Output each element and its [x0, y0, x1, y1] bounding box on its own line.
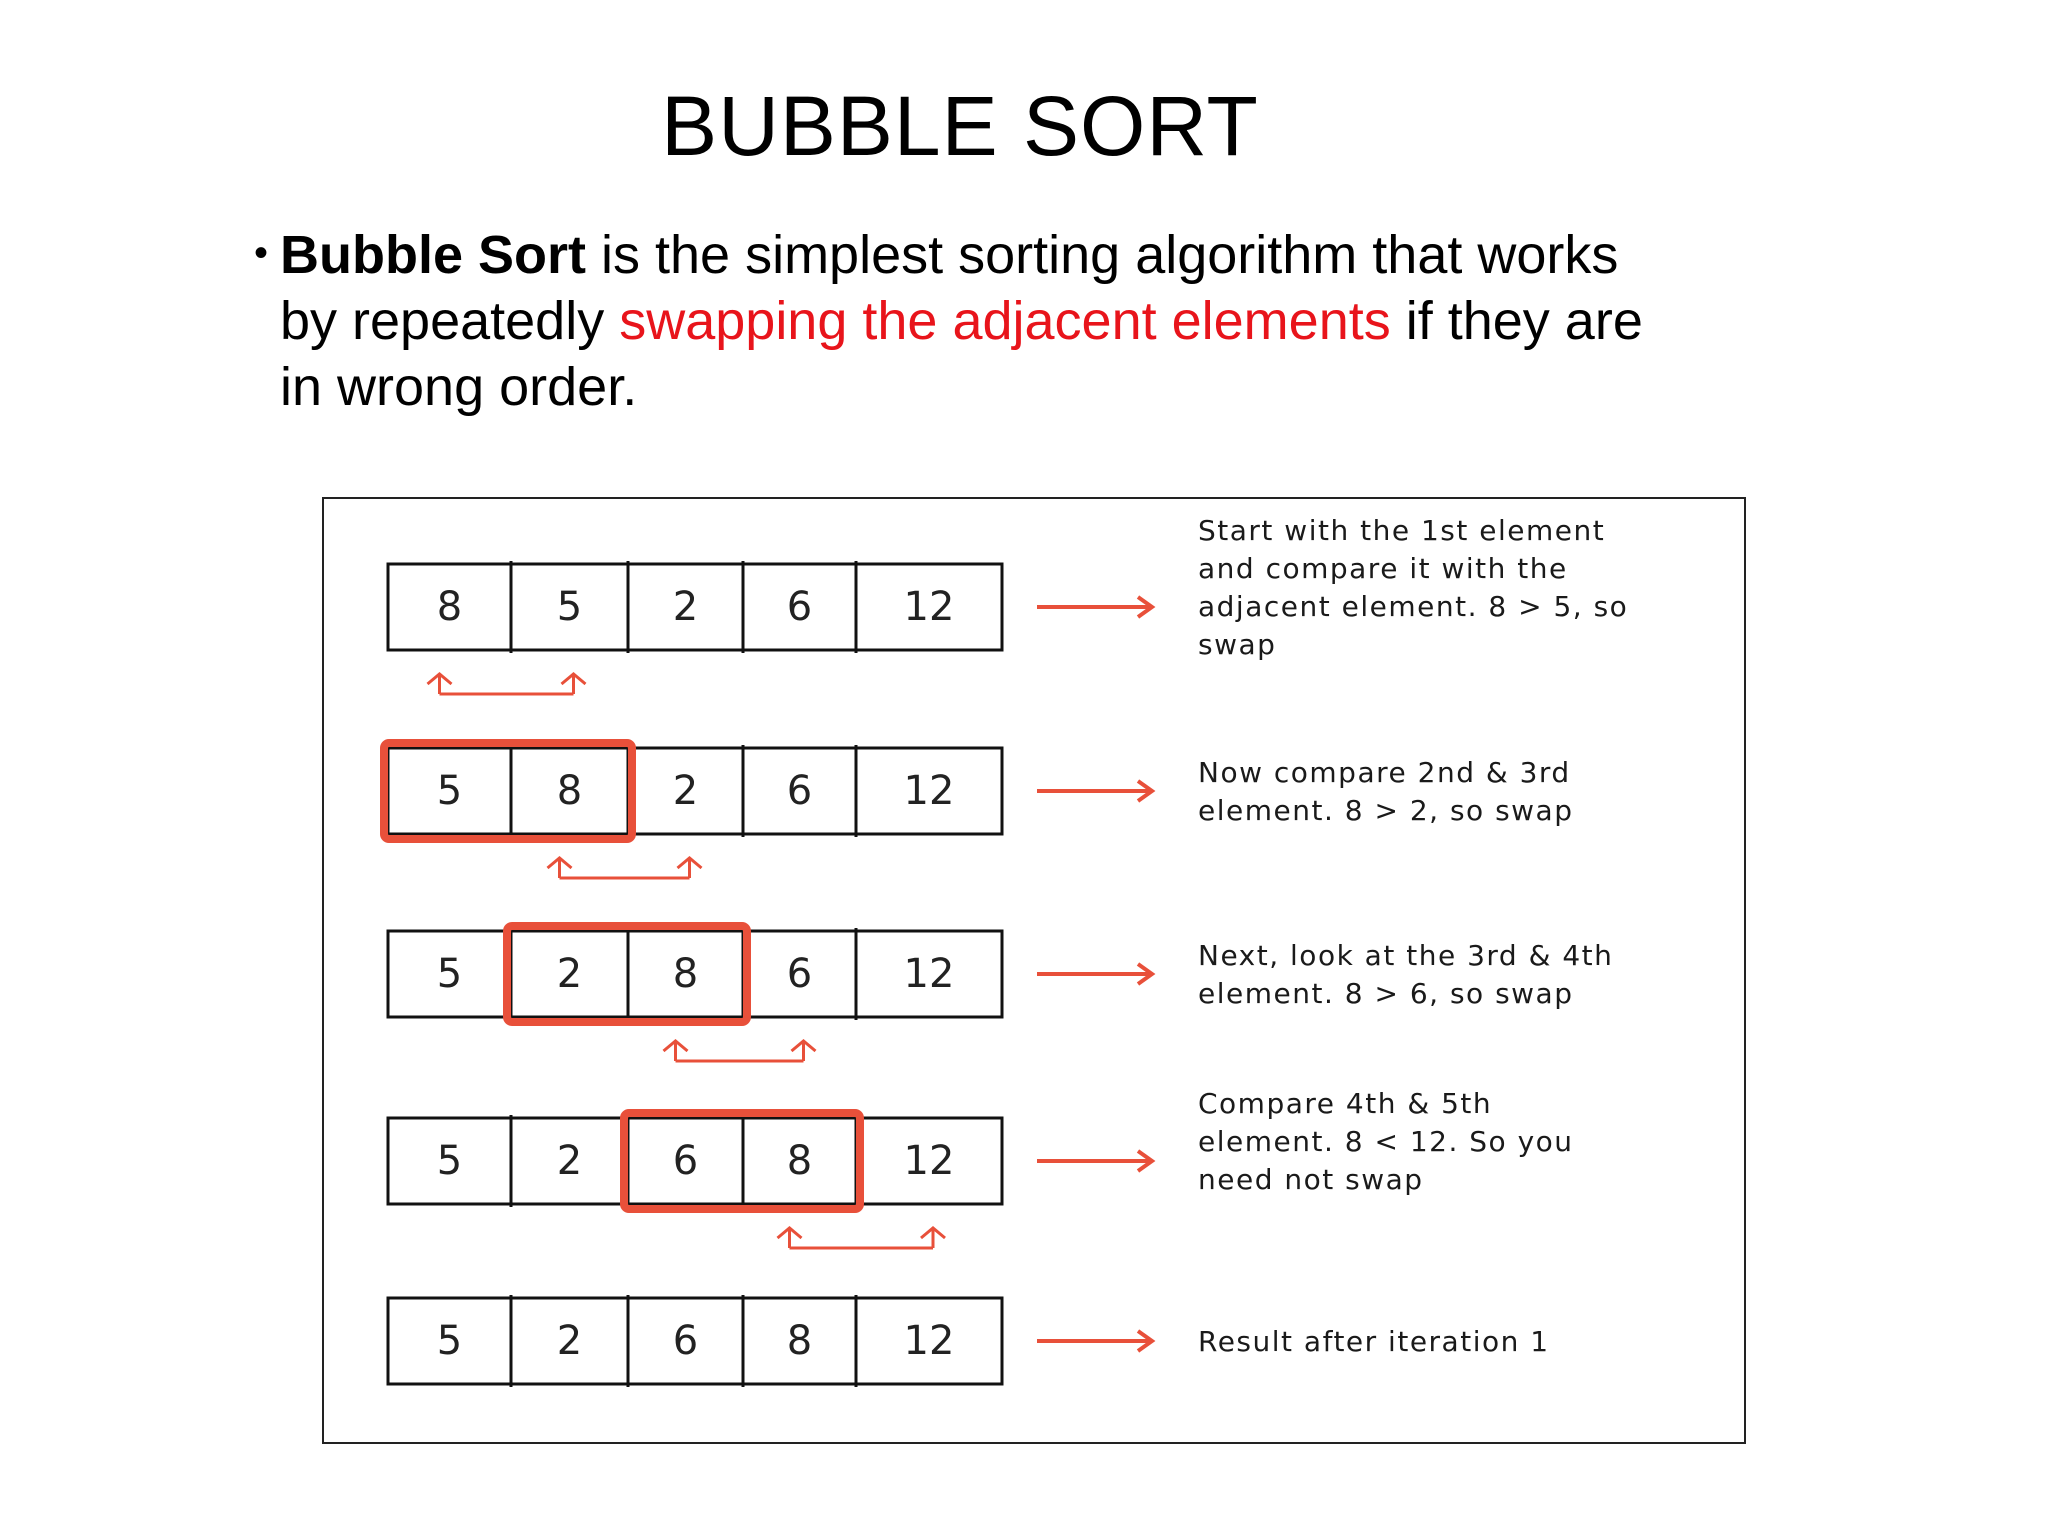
right-arrow-icon — [1037, 781, 1152, 801]
cell-value: 2 — [556, 951, 583, 997]
swap-arrow-icon — [664, 1041, 816, 1061]
swap-arrow-icon — [548, 858, 702, 878]
cell-value: 2 — [556, 1318, 583, 1364]
cell-value: 5 — [436, 1138, 463, 1184]
term-bubble-sort: Bubble Sort — [280, 225, 586, 285]
step-description-line: need not swap — [1198, 1163, 1424, 1196]
swap-pair-highlight — [384, 743, 632, 839]
cell-value: 2 — [672, 584, 699, 630]
cell-value: 2 — [672, 768, 699, 814]
swap-arrow-icon — [428, 674, 586, 694]
cell-value: 6 — [786, 768, 813, 814]
cell-value: 12 — [903, 951, 955, 997]
cell-value: 6 — [672, 1138, 699, 1184]
slide-title: BUBBLE SORT — [661, 79, 1259, 173]
bullet-dot-icon: • — [254, 231, 269, 275]
step-description-line: Next, look at the 3rd & 4th — [1198, 939, 1614, 972]
cell-value: 5 — [436, 1318, 463, 1364]
cell-value: 6 — [672, 1318, 699, 1364]
definition-bullet — [254, 222, 1680, 420]
cell-value: 2 — [556, 1138, 583, 1184]
step-description-line: adjacent element. 8 > 5, so — [1198, 590, 1629, 623]
bubble-sort-diagram — [322, 497, 1746, 1444]
cell-value: 12 — [903, 768, 955, 814]
step-description-line: Result after iteration 1 — [1198, 1325, 1550, 1358]
step-description-line: swap — [1198, 628, 1277, 661]
definition-text-2: if they are in wrong order. — [280, 291, 1643, 417]
cell-value: 12 — [903, 1138, 955, 1184]
step-description-line: Compare 4th & 5th — [1198, 1087, 1493, 1120]
right-arrow-icon — [1037, 1151, 1152, 1171]
cell-value: 8 — [672, 951, 699, 997]
step-description-line: and compare it with the — [1198, 552, 1568, 585]
cell-value: 8 — [786, 1318, 813, 1364]
cell-value: 5 — [436, 768, 463, 814]
cell-value: 5 — [556, 584, 583, 630]
definition-text-1: is the simplest sorting algorithm that works by repeatedly — [280, 225, 1619, 351]
right-arrow-icon — [1037, 1331, 1152, 1351]
right-arrow-icon — [1037, 964, 1152, 984]
cell-value: 8 — [786, 1138, 813, 1184]
cell-value: 6 — [786, 951, 813, 997]
step-description-line: element. 8 < 12. So you — [1198, 1125, 1574, 1158]
step-description-line: Start with the 1st element — [1198, 514, 1606, 547]
step-description-line: element. 8 > 2, so swap — [1198, 794, 1574, 827]
cell-value: 6 — [786, 584, 813, 630]
diagram-canvas — [324, 499, 1744, 1442]
step-description-line: element. 8 > 6, so swap — [1198, 977, 1574, 1010]
swap-arrow-icon — [778, 1228, 946, 1248]
right-arrow-icon — [1037, 597, 1152, 617]
cell-value: 8 — [556, 768, 583, 814]
cell-value: 12 — [903, 1318, 955, 1364]
cell-value: 5 — [436, 951, 463, 997]
step-description-line: Now compare 2nd & 3rd — [1198, 756, 1571, 789]
cell-value: 8 — [436, 584, 463, 630]
cell-value: 12 — [903, 584, 955, 630]
definition-highlight: swapping the adjacent elements — [619, 291, 1391, 351]
